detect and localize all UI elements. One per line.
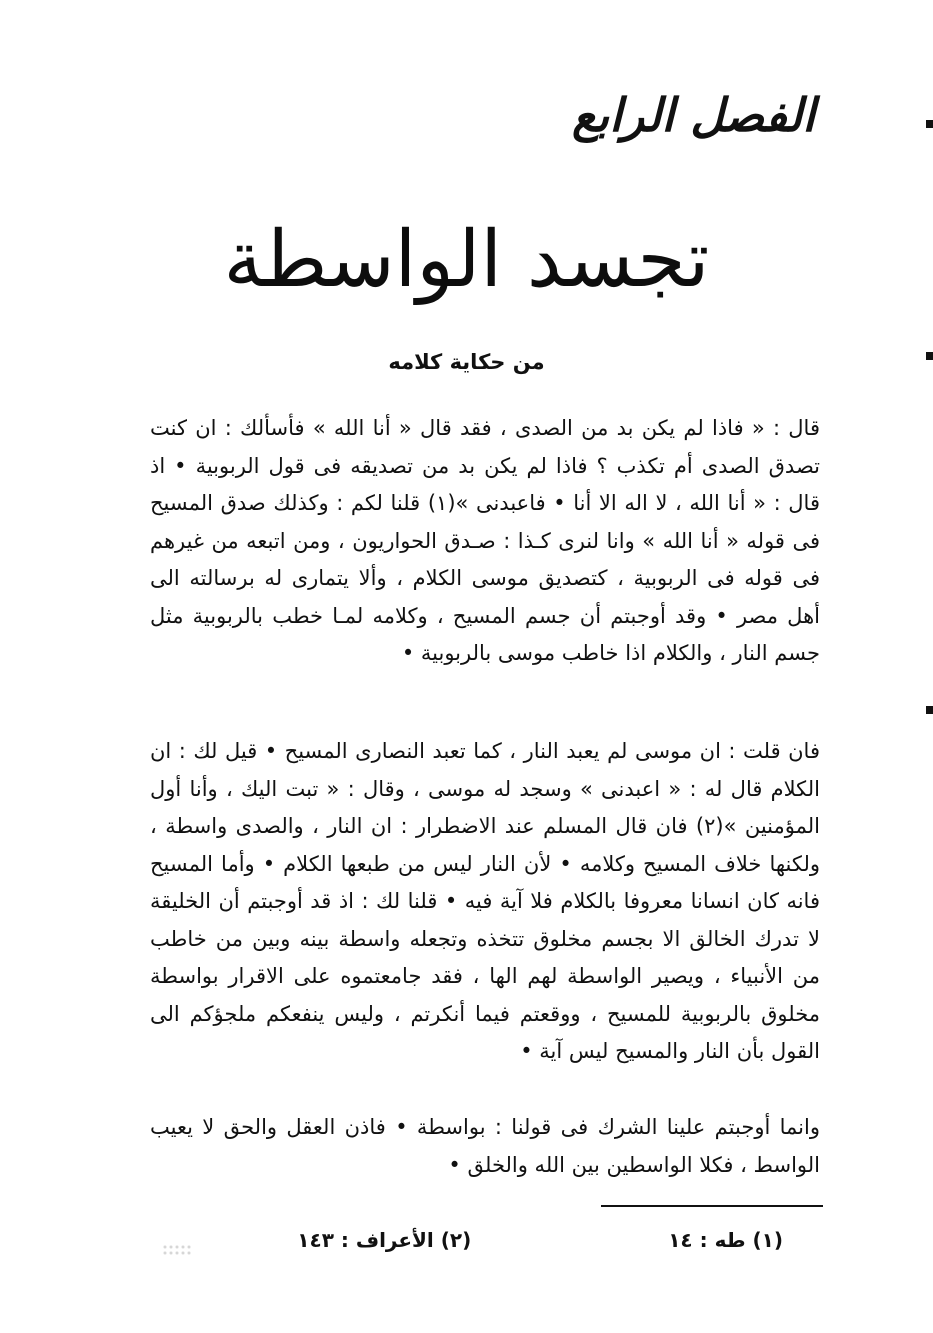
paragraph-3-text: وانما أوجبتم علينا الشرك فى قولنا : بواسطة • فاذن العقل والحق لا يعيب الواسط ، فكلا الواسطين بين الله والخلق • bbox=[150, 1115, 820, 1177]
footnotes bbox=[297, 1228, 783, 1252]
paragraph-1-text: قال : « فاذا لم يكن بد من الصدى ، فقد قال « أنا الله » فأسألك : ان كنت تصدق الصدى أم تكذب ؟ فاذا لم يكن بد من تصديقه فى قول الربوبية • اذ قال : « أنا الله ، لا اله الا أنا • فاعبدنى »(١) قلنا لكم : وكذلك صدق المسيح فى قوله « أنا الله » وانا لنرى كـذا : صـدق الحواريون ، ومن اتبعه من غيرهم فى قوله فى الربوبية ، كتصديق موسى الكلام ، وألا يتمارى له برسالته الى أهل مصر • وقد أوجبتم أن جسم المسيح ، وكلامه لمـا خطب بالربوبية مثل جسم النار ، والكلام اذا خاطب موسى بالربوبية • bbox=[150, 416, 820, 665]
scan-edge-mark bbox=[926, 120, 933, 128]
paragraph-1 bbox=[150, 410, 820, 673]
section-subheading: من حكاية كلامه bbox=[388, 350, 545, 374]
footnote-2: (٢) الأعراف : ١٤٣ bbox=[297, 1228, 472, 1252]
footnote-1: (١) طه : ١٤ bbox=[668, 1228, 783, 1252]
scan-edge-mark bbox=[926, 706, 933, 714]
paragraph-2-text: فان قلت : ان موسى لم يعبد النار ، كما تعبد النصارى المسيح • قيل لك : ان الكلام قال له : « اعبدنى » وسجد له موسى ، وقال : « تبت اليك ، وأنا أول المؤمنين »(٢) فان قال المسلم عند الاضطرار : ان النار ، والصدى واسطة ، ولكنها خلاف المسيح وكلامه • لأن النار ليس من طبعها الكلام • وأما المسيح فانه كان انسانا معروفا بالكلام فلا آية فيه • قلنا لك : اذ قد أوجبتم أن الخليقة لا تدرك الخالق الا بجسم مخلوق تتخذه وتجعله واسطة بينه وبين من خاطب من الأنبياء ، ويصير الواسطة لهم الها ، فقد جامعتموه على الاقرار بواسطة مخلوق بالربوبية للمسيح ، ووقعتم فيما أنكرتم ، وليس ينفعكم ملجؤكم الى القول بأن النار والمسيح ليس آية • bbox=[150, 739, 820, 1063]
chapter-label: الفصل الرابع bbox=[571, 88, 815, 142]
scan-edge-mark bbox=[926, 352, 933, 360]
footnote-divider bbox=[601, 1205, 823, 1207]
page-title: تجسد الواسطة bbox=[223, 215, 710, 305]
paragraph-2 bbox=[150, 733, 820, 1071]
scan-speck bbox=[162, 1244, 192, 1256]
paragraph-3 bbox=[150, 1109, 820, 1184]
